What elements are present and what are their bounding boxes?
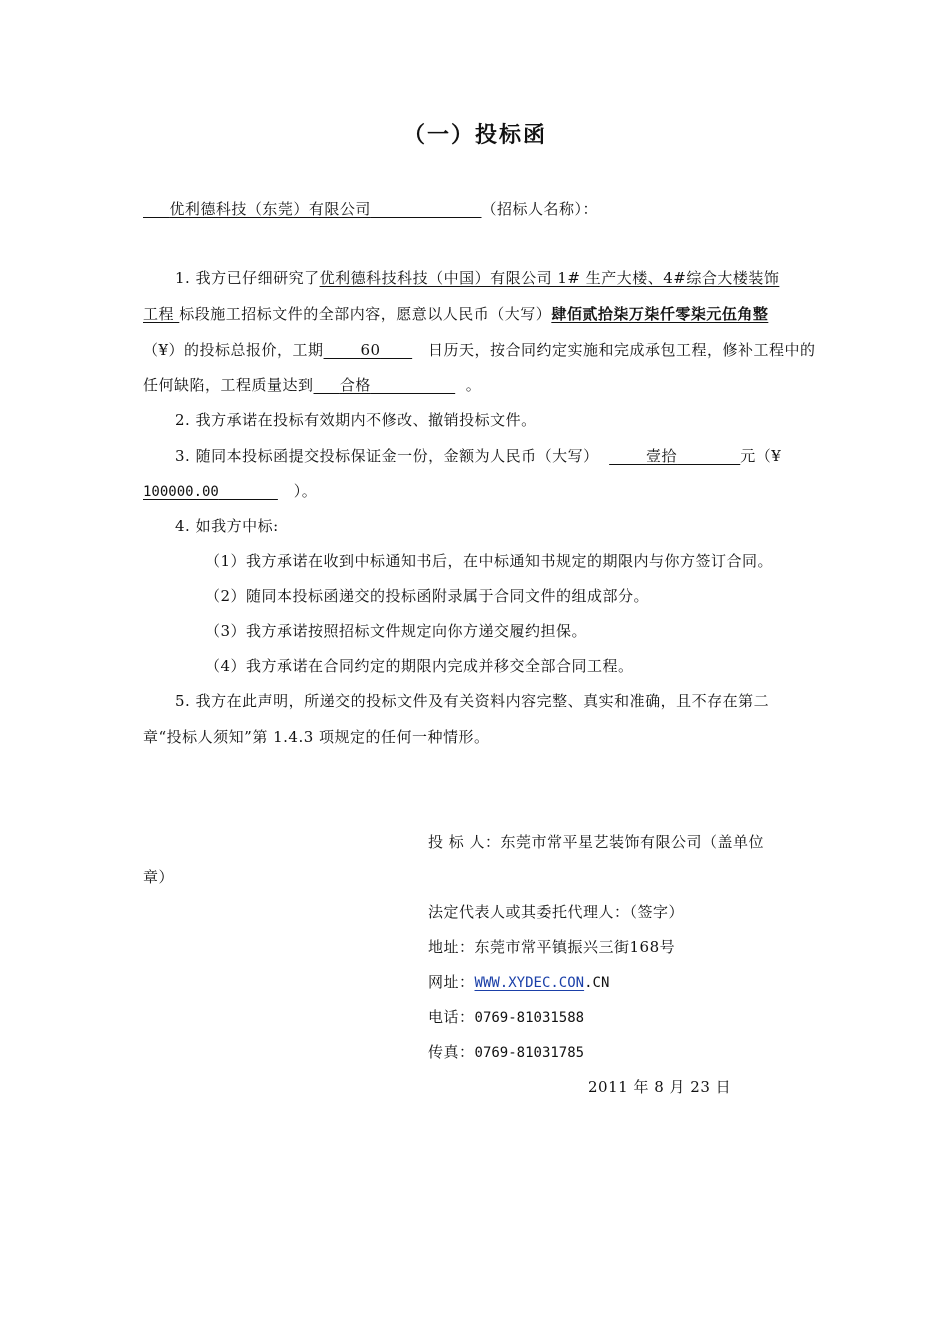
website-line: [428, 972, 609, 993]
address-line: [428, 937, 675, 957]
website-suffix: .CN: [584, 975, 610, 991]
bidder-line: [428, 832, 764, 852]
item4-sub-1: （1）我方承诺在收到中标通知书后，在中标通知书规定的期限内与你方签订合同。: [205, 552, 774, 570]
address-label: 地址：: [428, 938, 475, 956]
address-value: 东莞市常平镇振兴三街168号: [474, 938, 676, 956]
item5-line1: 5. 我方在此声明，所递交的投标文件及有关资料内容完整、真实和准确，且不存在第二: [175, 692, 770, 710]
phone-label: 电话：: [428, 1008, 475, 1026]
project-name-cont: 工程: [143, 305, 175, 323]
fax-value: 0769-81031785: [474, 1045, 585, 1061]
duration-value: 60: [360, 341, 381, 359]
bidder-line-cont: 章）: [143, 868, 175, 886]
fax-label: 传真：: [428, 1043, 475, 1061]
phone-line: [428, 1007, 584, 1028]
project-name: 优利德科技科技（中国）有限公司 1# 生产大楼、4#综合大楼装饰: [319, 269, 780, 287]
phone-value: 0769-81031588: [474, 1010, 585, 1026]
tenderer-name: 优利德科技（东莞）有限公司: [169, 200, 371, 218]
item5-line2: 章“投标人须知”第 1.4.3 项规定的任何一种情形。: [143, 728, 490, 746]
bidder-name: 东莞市常平星艺装饰有限公司（盖单位: [500, 833, 765, 851]
fax-line: [428, 1042, 584, 1063]
deposit-number: 100000.00: [143, 484, 219, 500]
addressee-line: [143, 199, 598, 219]
website-label: 网址：: [428, 973, 475, 991]
item1-line4: 任何缺陷，工程质量达到 合格 。: [143, 376, 482, 394]
item4-sub-3: （3）我方承诺按照招标文件规定向你方递交履约担保。: [205, 622, 588, 640]
website-link[interactable]: WWW.XYDEC.CON: [474, 975, 585, 991]
item3-line2: 100000.00 ）。: [143, 482, 318, 500]
tenderer-label: （招标人名称）：: [481, 200, 599, 218]
bidder-label: 投 标 人：: [428, 833, 501, 851]
item4-heading: 4. 如我方中标:: [175, 517, 279, 535]
quality-value: 合格: [339, 376, 371, 394]
deposit-words: 壹拾: [646, 447, 678, 465]
signing-date: 2011 年 8 月 23 日: [588, 1078, 732, 1096]
item1-line2: 工程 标段施工招标文件的全部内容，愿意以人民币（大写）肆佰贰拾柒万柒仟零柒元伍角整: [143, 305, 769, 323]
item2: 2. 我方承诺在投标有效期内不修改、撤销投标文件。: [175, 411, 537, 429]
item1-line3: （¥）的投标总报价，工期 60 日历天，按合同约定实施和完成承包工程，修补工程中的: [143, 341, 816, 359]
item4-sub-4: （4）我方承诺在合同约定的期限内完成并移交全部合同工程。: [205, 657, 634, 675]
item4-sub-2: （2）随同本投标函递交的投标函附录属于合同文件的组成部分。: [205, 587, 650, 605]
item3-line1: 3. 随同本投标函提交投标保证金一份，金额为人民币（大写） 壹拾 元（¥: [175, 447, 782, 465]
page-title: （一）投标函: [402, 123, 547, 148]
legal-rep-line: 法定代表人或其委托代理人：（签字）: [428, 903, 685, 921]
item1-line1: 1. 我方已仔细研究了优利德科技科技（中国）有限公司 1# 生产大楼、4#综合大楼装饰: [175, 269, 780, 287]
bid-amount-words: 肆佰贰拾柒万柒仟零柒元伍角整: [551, 305, 769, 323]
